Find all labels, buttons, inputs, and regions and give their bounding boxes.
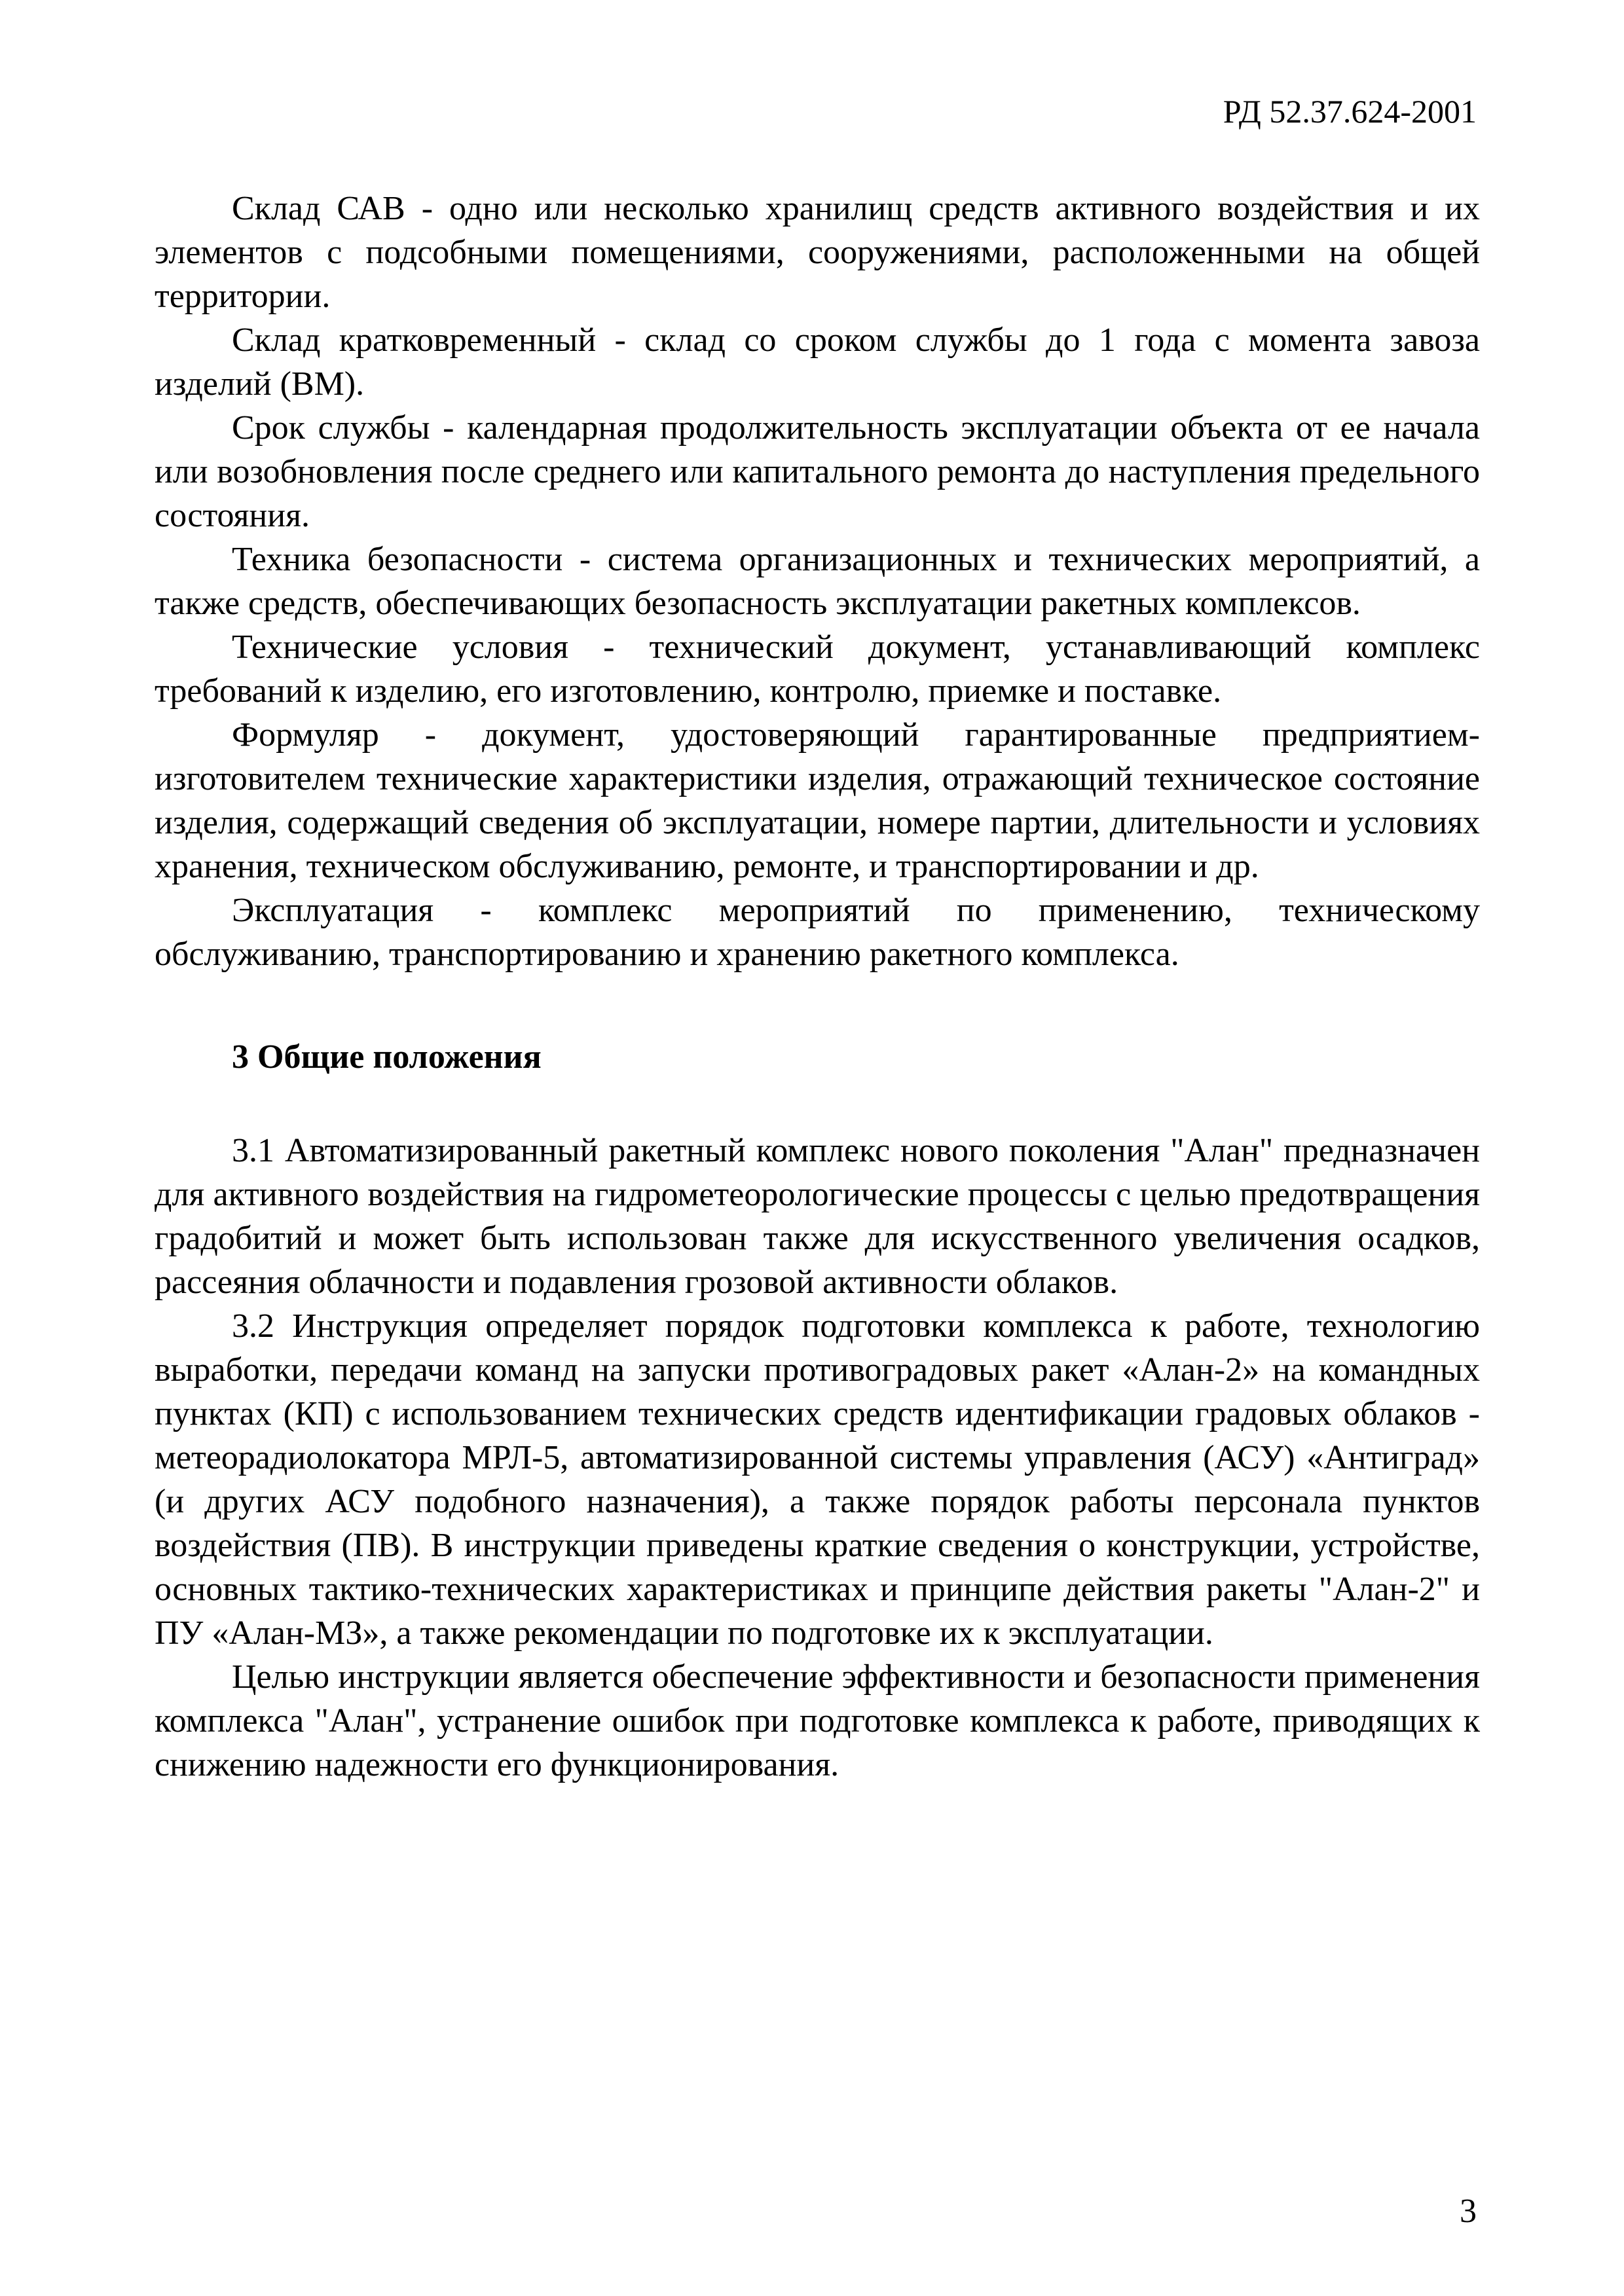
definition-paragraph: Склад САВ - одно или несколько хранилищ средств активного воздействия и их элементов с подсобными помещениями, сооружениями, расположенными на общей территории. [155,190,1480,315]
section-paragraph: 3.1 Автоматизированный ракетный комплекс нового поколения "Алан" предназначен для активного воздействия на гидрометеорологические процессы с целью предотвращения градобитий и может быть использован также для искусственного увеличения осадков, рассеяния облачности и подавления грозовой активности облаков. [155,1132,1480,1301]
definition-paragraph: Формуляр - документ, удостоверяющий гарантированные предприятием-изготовителем технические характеристики изделия, отражающий техническое состояние изделия, содержащий сведения об эксплуатации, номере партии, длительности и условиях хранения, техническом обслуживанию, ремонте, и транспортировании и др. [155,716,1480,885]
page-number: 3 [1460,2193,1477,2230]
section-paragraph: 3.2 Инструкция определяет порядок подготовки комплекса к работе, технологию выработки, передачи команд на запуски противоградовых ракет «Алан-2» на командных пунктах (КП) с использованием технических средств идентификации градовых облаков - метеорадиолокатора МРЛ-5, автоматизированной системы управления (АСУ) «Антиград» (и других АСУ подобного назначения), а также порядок работы персонала пунктов воздействия (ПВ). В инструкции приведены краткие сведения о конструкции, устройстве, основных тактико-технических характеристиках и принципе действия ракеты "Алан-2" и ПУ «Алан-МЗ», а также рекомендации по подготовке их к эксплуатации. [155,1307,1480,1652]
definition-paragraph: Склад кратковременный - склад со сроком службы до 1 года с момента завоза изделий (ВМ). [155,321,1480,403]
definition-paragraph: Техника безопасности - система организационных и технических мероприятий, а также средств, обеспечивающих безопасность эксплуатации ракетных комплексов. [155,541,1480,622]
page-body [155,187,1480,1787]
definition-paragraph: Эксплуатация - комплекс мероприятий по применению, техническому обслуживанию, транспортированию и хранению ракетного комплекса. [155,892,1480,973]
document-code: РД 52.37.624-2001 [1223,93,1477,130]
definition-paragraph: Технические условия - технический документ, устанавливающий комплекс требований к изделию, его изготовлению, контролю, приемке и поставке. [155,629,1480,710]
section-paragraph: Целью инструкции является обеспечение эффективности и безопасности применения комплекса "Алан", устранение ошибок при подготовке комплекса к работе, приводящих к снижению надежности его функционирования. [155,1658,1480,1783]
section-heading: 3 Общие положения [232,1038,542,1076]
definition-paragraph: Срок службы - календарная продолжительность эксплуатации объекта от ее начала или возобновления после среднего или капитального ремонта до наступления предельного состояния. [155,409,1480,534]
